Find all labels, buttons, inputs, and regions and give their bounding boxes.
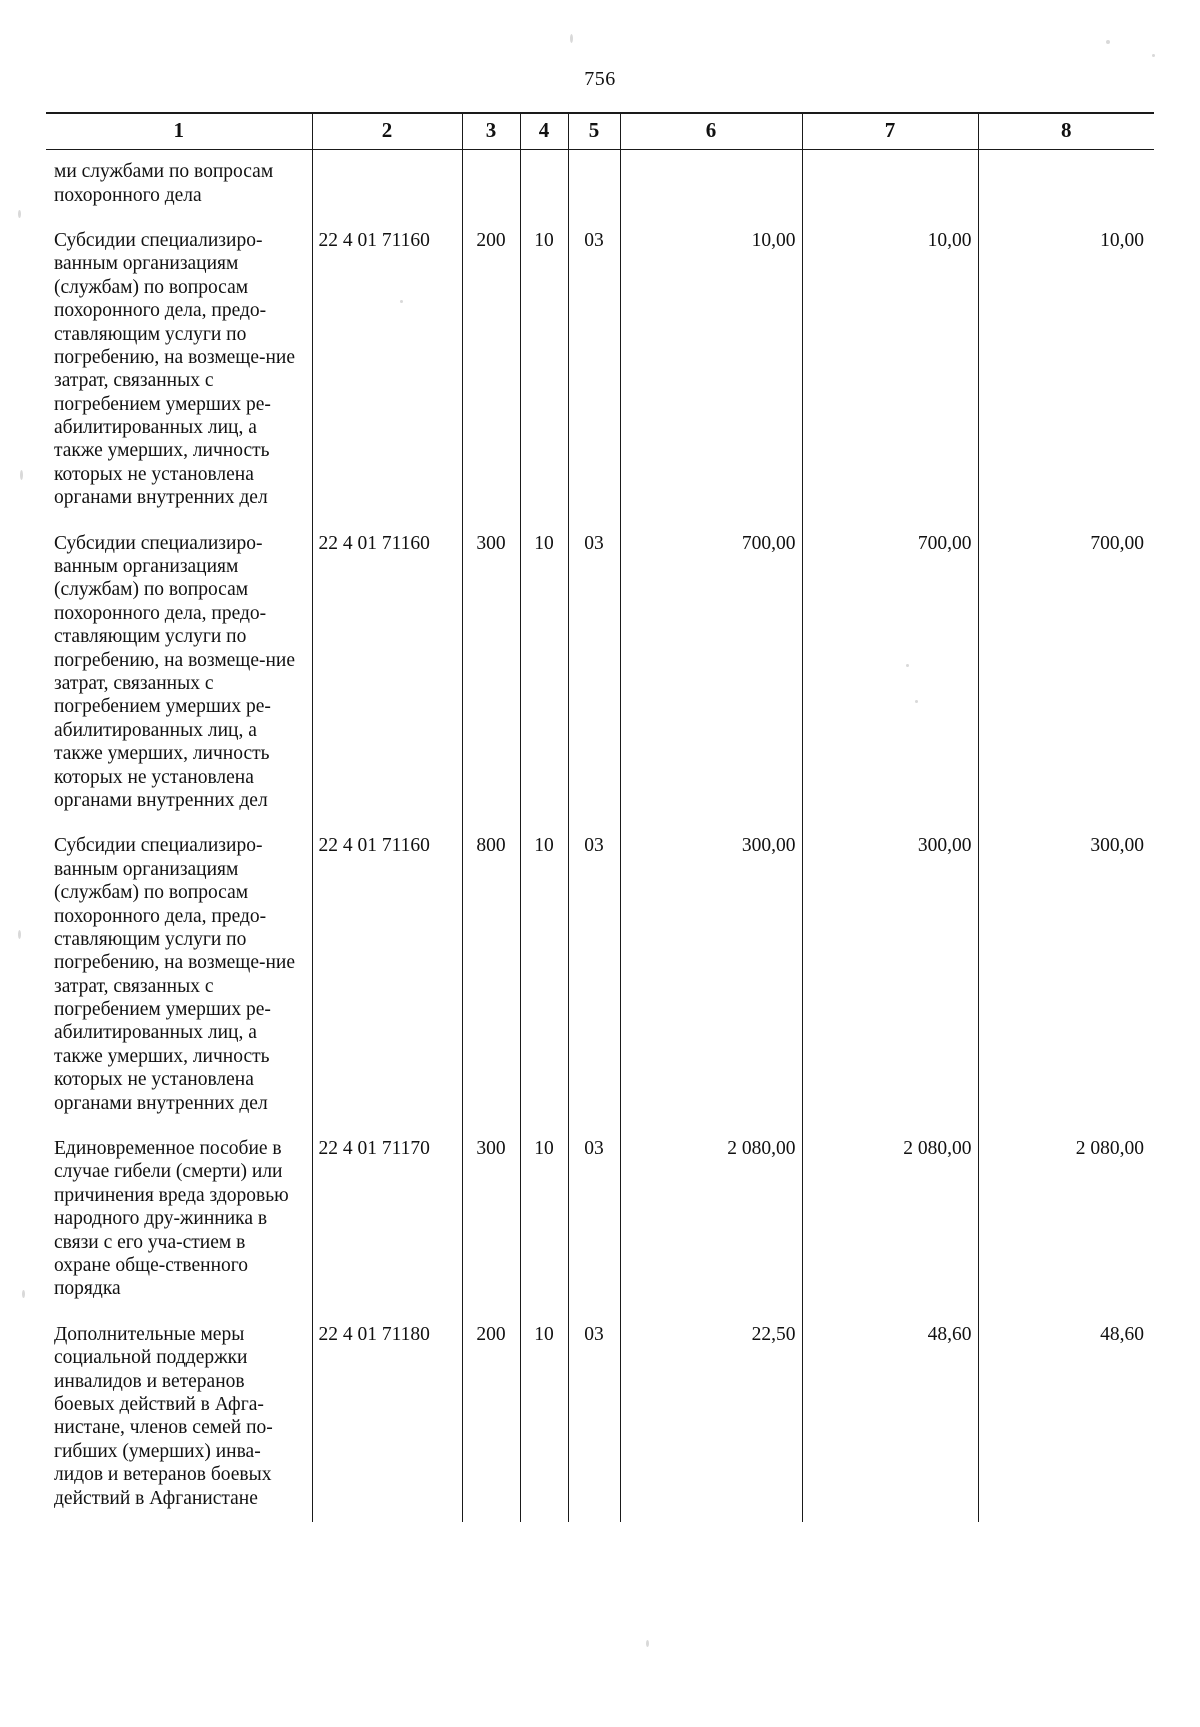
row-col7: 48,60 — [802, 1313, 978, 1522]
row-col3 — [462, 150, 520, 219]
row-col5: 03 — [568, 219, 620, 522]
row-col7: 10,00 — [802, 219, 978, 522]
row-col8: 2 080,00 — [978, 1127, 1154, 1313]
scan-speck — [646, 1640, 649, 1647]
row-code: 22 4 01 71170 — [312, 1127, 462, 1313]
row-col8: 10,00 — [978, 219, 1154, 522]
row-col5: 03 — [568, 824, 620, 1127]
row-col6 — [620, 150, 802, 219]
row-name: Субсидии специализиро-ванным организациям (службам) по вопросам похоронного дела, предо-ставляющим услуги по погребению, на возмеще-ние затрат, связанных с погребением умерших ре-абилитированных лиц, а также умерших, личность которых не установлена органами внутренних дел — [46, 522, 312, 825]
row-col7 — [802, 150, 978, 219]
row-col4: 10 — [520, 824, 568, 1127]
table-row — [46, 219, 1154, 522]
scan-speck — [20, 470, 23, 480]
row-col3: 300 — [462, 522, 520, 825]
row-col5 — [568, 150, 620, 219]
row-name: ми службами по вопросам похоронного дела — [46, 150, 312, 219]
row-name: Субсидии специализиро-ванным организациям (службам) по вопросам похоронного дела, предо-ставляющим услуги по погребению, на возмеще-ние затрат, связанных с погребением умерших ре-абилитированных лиц, а также умерших, личность которых не установлена органами внутренних дел — [46, 219, 312, 522]
row-name: Единовременное пособие в случае гибели (смерти) или причинения вреда здоровью народного дру-жинника в связи с его уча-стием в охране обще-ственного порядка — [46, 1127, 312, 1313]
scan-speck — [400, 300, 403, 303]
table-header-row — [46, 113, 1154, 150]
column-header-7: 7 — [802, 113, 978, 150]
scan-speck — [915, 700, 918, 703]
column-header-8: 8 — [978, 113, 1154, 150]
row-name: Дополнительные меры социальной поддержки инвалидов и ветеранов боевых действий в Афга-нистане, членов семей по-гибших (умерших) инва-лидов и ветеранов боевых действий в Афганистане — [46, 1313, 312, 1522]
row-col3: 300 — [462, 1127, 520, 1313]
table-row — [46, 522, 1154, 825]
row-col6: 700,00 — [620, 522, 802, 825]
row-col7: 700,00 — [802, 522, 978, 825]
row-col5: 03 — [568, 1313, 620, 1522]
row-col5: 03 — [568, 522, 620, 825]
row-col3: 200 — [462, 219, 520, 522]
row-code: 22 4 01 71180 — [312, 1313, 462, 1522]
row-col3: 800 — [462, 824, 520, 1127]
row-col4: 10 — [520, 522, 568, 825]
budget-table-container — [46, 112, 1154, 1522]
budget-table — [46, 112, 1154, 1522]
row-code: 22 4 01 71160 — [312, 219, 462, 522]
column-header-6: 6 — [620, 113, 802, 150]
row-col8: 700,00 — [978, 522, 1154, 825]
page-number: 756 — [584, 68, 616, 90]
row-col4: 10 — [520, 219, 568, 522]
row-code — [312, 150, 462, 219]
column-header-4: 4 — [520, 113, 568, 150]
row-col7: 2 080,00 — [802, 1127, 978, 1313]
scan-speck — [18, 210, 21, 218]
table-row — [46, 1313, 1154, 1522]
row-code: 22 4 01 71160 — [312, 824, 462, 1127]
scan-speck — [1152, 54, 1155, 57]
row-col4: 10 — [520, 1127, 568, 1313]
row-col6: 10,00 — [620, 219, 802, 522]
scan-speck — [570, 34, 573, 43]
row-col7: 300,00 — [802, 824, 978, 1127]
scan-speck — [1106, 40, 1110, 44]
column-header-1: 1 — [46, 113, 312, 150]
column-header-2: 2 — [312, 113, 462, 150]
table-row — [46, 150, 1154, 219]
row-col6: 22,50 — [620, 1313, 802, 1522]
row-name: Субсидии специализиро-ванным организациям (службам) по вопросам похоронного дела, предо-ставляющим услуги по погребению, на возмеще-ние затрат, связанных с погребением умерших ре-абилитированных лиц, а также умерших, личность которых не установлена органами внутренних дел — [46, 824, 312, 1127]
scan-speck — [22, 1290, 25, 1298]
table-row — [46, 1127, 1154, 1313]
column-header-3: 3 — [462, 113, 520, 150]
row-col4 — [520, 150, 568, 219]
row-col5: 03 — [568, 1127, 620, 1313]
scan-speck — [18, 930, 21, 939]
row-col4: 10 — [520, 1313, 568, 1522]
row-col8: 48,60 — [978, 1313, 1154, 1522]
row-col6: 2 080,00 — [620, 1127, 802, 1313]
row-col8: 300,00 — [978, 824, 1154, 1127]
row-code: 22 4 01 71160 — [312, 522, 462, 825]
row-col8 — [978, 150, 1154, 219]
column-header-5: 5 — [568, 113, 620, 150]
row-col6: 300,00 — [620, 824, 802, 1127]
row-col3: 200 — [462, 1313, 520, 1522]
scan-speck — [906, 664, 909, 667]
table-row — [46, 824, 1154, 1127]
